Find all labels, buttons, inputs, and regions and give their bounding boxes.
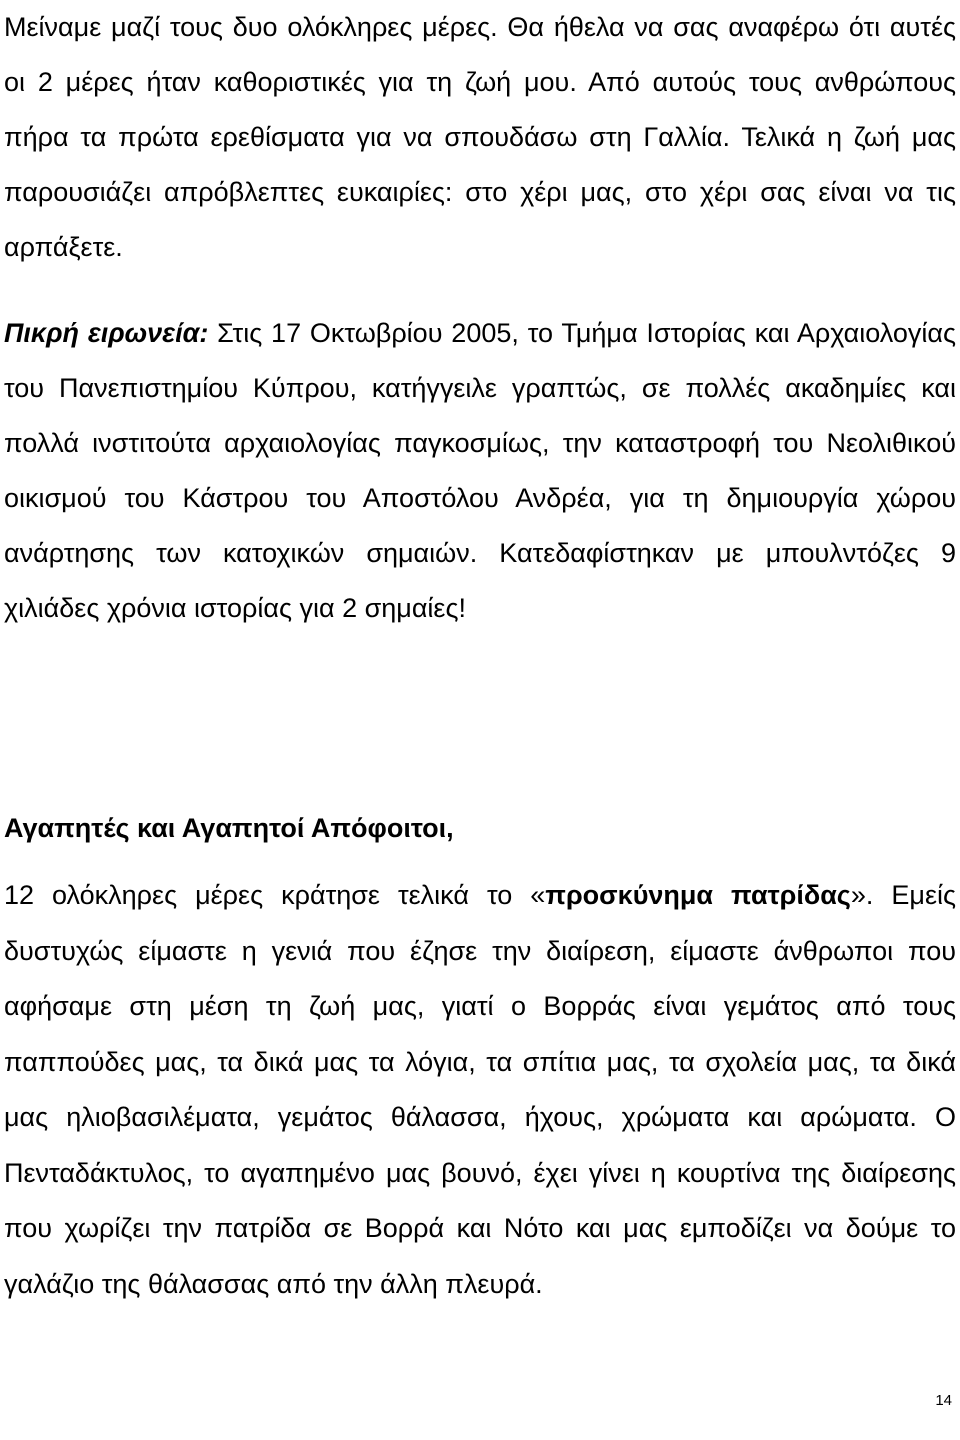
section-heading: Αγαπητές και Αγαπητοί Απόφοιτοι, <box>4 813 454 843</box>
paragraph-1-text: Μείναμε μαζί τους δυο ολόκληρες μέρες. Θα ήθελα να σας αναφέρω ότι αυτές οι 2 μέρες ήταν καθοριστικές για τη ζωή μου. Από αυτούς τους ανθρώπους πήρα τα πρώτα ερεθίσματα για να σπουδάσω στη Γαλλία. Τελικά η ζωή μας παρουσιάζει απρόβλεπτες ευκαιρίες: στο χέρι μας, στο χέρι σας είναι να τις αρπάξετε. <box>4 12 956 262</box>
paragraph-3-bold: προσκύνημα πατρίδας <box>545 880 851 910</box>
paragraph-3-after: ». Εμείς δυστυχώς είμαστε η γενιά που έζησε την διαίρεση, είμαστε άνθρωποι που αφήσαμε στη μέση τη ζωή μας, γιατί ο Βορράς είναι γεμάτος από τους παππούδες μας, τα δικά μας τα λόγια, τα σπίτια μας, τα σχολεία μας, τα δικά μας ηλιοβασιλέματα, γεμάτος θάλασσα, ήχους, χρώματα και αρώματα. Ο Πενταδάκτυλος, το αγαπημένο μας βουνό, έχει γίνει η κουρτίνα της διαίρεσης που χωρίζει την πατρίδα σε Βορρά και Νότο και μας εμποδίζει να δούμε το γαλάζιο της θάλασσας από την άλλη πλευρά. <box>4 880 956 1299</box>
paragraph-3-before: 12 ολόκληρες μέρες κράτησε τελικά το « <box>4 880 546 910</box>
paragraph-2-text: Στις 17 Οκτωβρίου 2005, το Τμήμα Ιστορίας και Αρχαιολογίας του Πανεπιστημίου Κύπρου, κατήγγειλε γραπτώς, σε πολλές ακαδημίες και πολλά ινστιτούτα αρχαιολογίας παγκοσμίως, την καταστροφή του Νεολιθικού οικισμού του Κάστρου του Αποστόλου Ανδρέα, για τη δημιουργία χώρου ανάρτησης των κατοχικών σημαιών. Κατεδαφίστηκαν με μπουλντόζες 9 χιλιάδες χρόνια ιστορίας για 2 σημαίες! <box>4 318 956 623</box>
document-page <box>4 0 956 1299</box>
paragraph-1 <box>4 0 956 275</box>
page-number: 14 <box>935 1392 952 1409</box>
paragraph-2 <box>4 306 956 636</box>
paragraph-3 <box>4 868 956 1312</box>
paragraph-2-lead: Πικρή ειρωνεία: <box>4 318 209 348</box>
